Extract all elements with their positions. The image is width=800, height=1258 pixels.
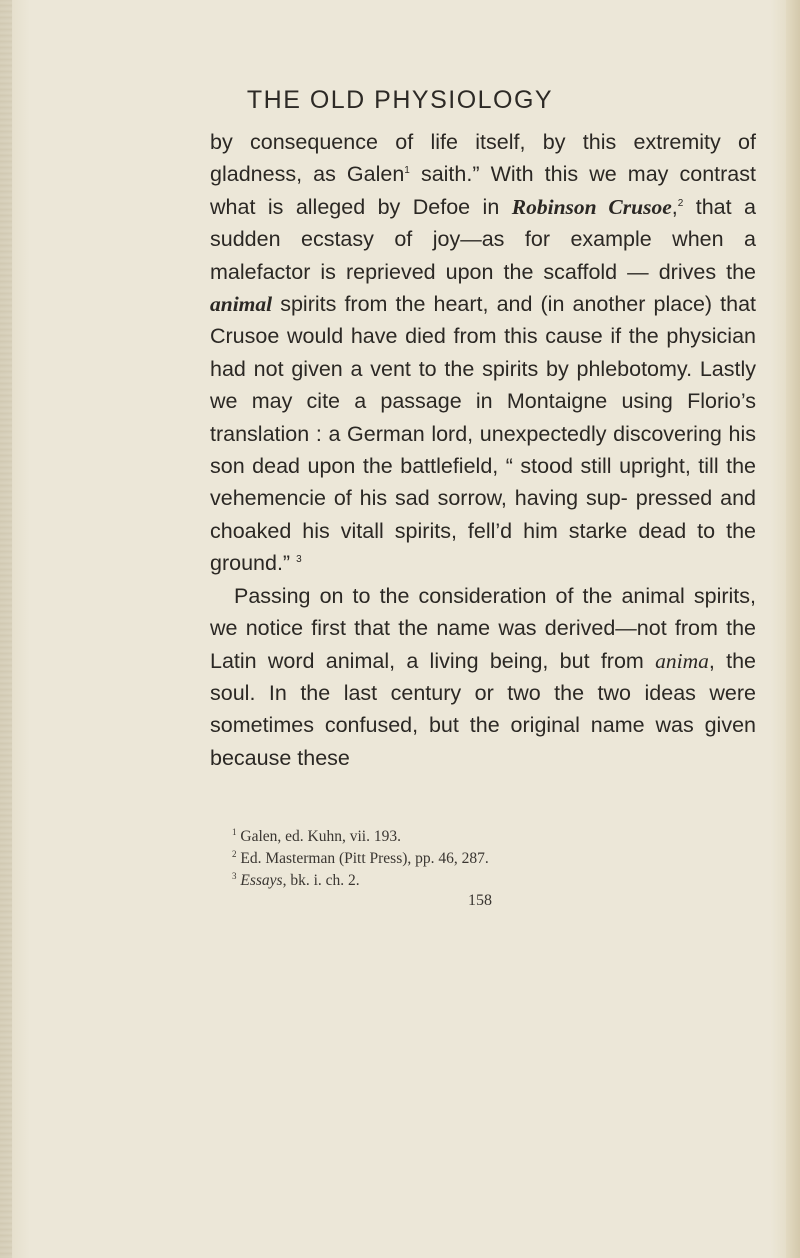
running-head: THE OLD PHYSIOLOGY xyxy=(246,86,554,114)
text-run: that a sudden ecstasy of joy—as for example when a malefactor is reprieved upon the scaffold — drives the xyxy=(210,194,757,284)
paragraph-2 xyxy=(210,580,756,774)
text-run: , xyxy=(671,194,678,219)
text-run: saith.” With this we may contrast what is alleged by Defoe in xyxy=(210,162,756,219)
footnote-mark: 2 xyxy=(232,848,237,859)
page-left-edge xyxy=(0,0,12,1258)
footnote-ref: 3 xyxy=(296,554,302,566)
text-run: Passing on to the consideration of the animal spirits, we notice first that the name was derived—not from the Latin word animal, a living being, but from xyxy=(210,583,756,673)
text-run: by consequence of life itself, by this extremity of gladness, as Galen xyxy=(210,130,756,187)
footnote-ref: 2 xyxy=(677,197,684,209)
footnotes xyxy=(232,826,752,892)
footnote-mark: 1 xyxy=(232,826,237,837)
italic-text: anima xyxy=(655,648,709,673)
paragraph-1 xyxy=(210,126,756,580)
page-number: 158 xyxy=(468,892,492,909)
text-run: , the soul. In the last century or two the two ideas were sometimes confused, but the original name was given because these xyxy=(210,648,756,770)
text-run: spirits from the heart, and (in another place) that Crusoe would have died from this cause if the physician had not given a vent to the spirits by phlebotomy. Lastly we may cite a passage in Montaigne using Florio’s translation : a German lord, unexpectedly discovering his son dead upon the battlefield, “ stood still upright, till the vehemencie of his sad sorrow, having sup- pressed and choaked his vitall spirits, fell’d him starke dead to the ground.” xyxy=(210,292,756,576)
italic-text: animal xyxy=(210,292,273,317)
page-right-edge xyxy=(786,0,800,1258)
text-run: Galen, ed. Kuhn, vii. 193. xyxy=(240,828,401,845)
text-run: , bk. i. ch. 2. xyxy=(282,872,360,889)
body-text xyxy=(210,126,756,774)
footnote-mark: 3 xyxy=(232,870,237,881)
footnote-ref: 1 xyxy=(404,165,410,177)
footnote-2 xyxy=(232,848,752,870)
footnote-3 xyxy=(232,870,752,892)
text-run: Ed. Masterman (Pitt Press), pp. 46, 287. xyxy=(240,850,489,867)
footnote-1 xyxy=(232,826,752,848)
italic-text: Robinson Crusoe xyxy=(511,194,672,219)
italic-text: Essays xyxy=(240,872,283,889)
